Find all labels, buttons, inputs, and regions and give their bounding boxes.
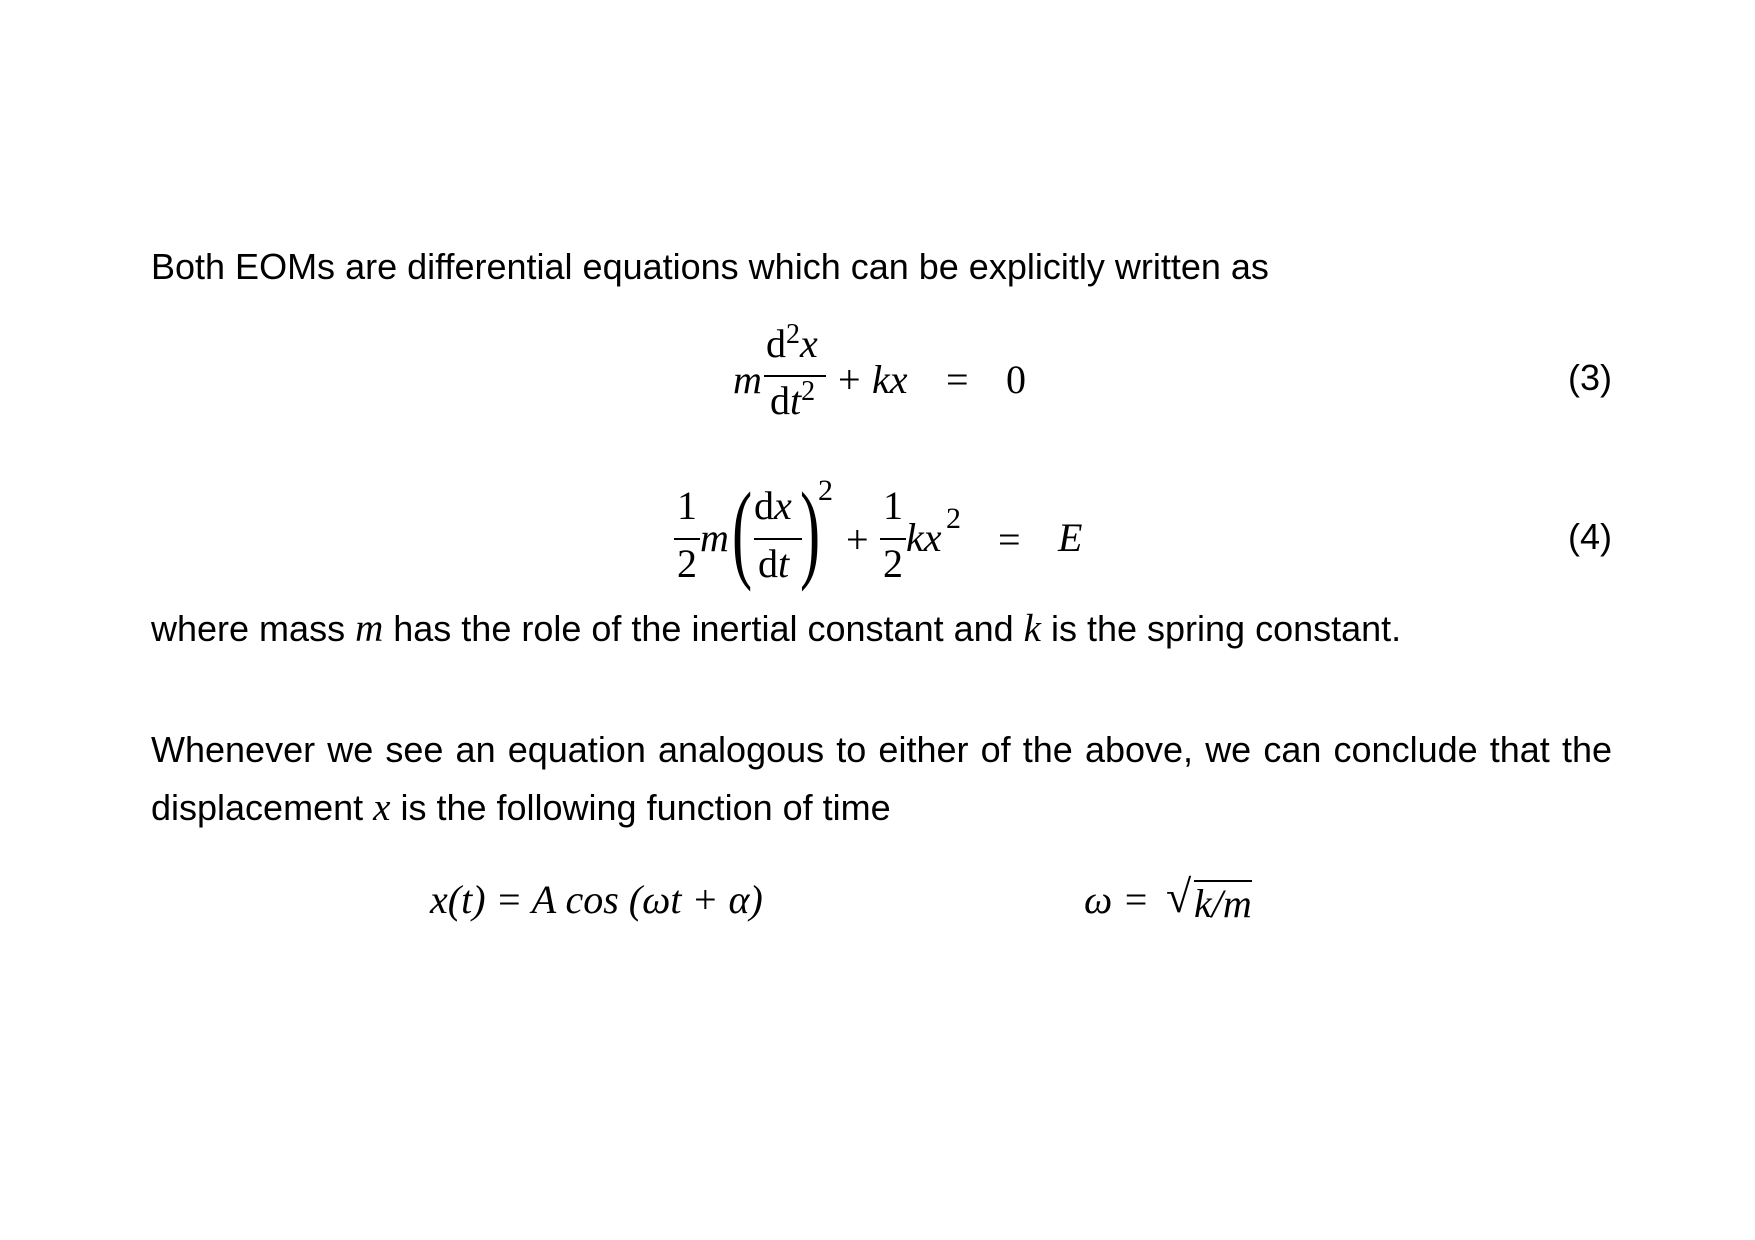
eq5-displacement: x(t) = A cos (ωt + α) [430, 877, 763, 922]
eq3-numerator: $d^2x$ [766, 319, 818, 366]
eq3-kx: kx [872, 357, 908, 402]
eq4-equals: = [998, 517, 1021, 562]
eq4-half-1: 1 2 [674, 486, 700, 586]
eq4-paren-exp: 2 [818, 474, 833, 507]
eq4-half-2: 1 2 [880, 486, 906, 586]
eq4-kx: kx [906, 515, 942, 560]
eq3-number: (3) [1568, 357, 1612, 398]
eq5-sqrt-arg: k/m [1194, 881, 1252, 926]
eq3-rhs: 0 [1006, 357, 1026, 402]
eq4-number: (4) [1568, 516, 1612, 557]
eq4-rhs: E [1058, 515, 1083, 560]
paragraph-mass-spring: where mass m has the role of the inertial constant and k is the spring constant. [151, 607, 1402, 650]
eq3-m: m [733, 357, 762, 402]
eq3-fraction [764, 318, 826, 428]
eq5-omega: ω = [1084, 877, 1150, 922]
eq4-kx-exp: 2 [946, 502, 961, 535]
eq3-equals: = [946, 357, 969, 402]
eq4-lparen: ( [732, 470, 753, 592]
eq3-denominator: $dt^2$ [770, 376, 816, 423]
eq5-sqrt-symbol: √ [1166, 871, 1192, 922]
paragraph-displacement: Whenever we see an equation analogous to either of the above, we can conclude that the displacement x is the following function of time [151, 729, 1612, 829]
eq3-plus: + [838, 357, 861, 402]
eq4-m: m [700, 515, 729, 560]
eq4-dxdt: dx dt [754, 486, 802, 586]
eq4-rparen: ) [800, 470, 821, 592]
eq4-plus: + [846, 517, 869, 562]
paragraph-intro: Both EOMs are differential equations which can be explicitly written as [151, 246, 1269, 287]
